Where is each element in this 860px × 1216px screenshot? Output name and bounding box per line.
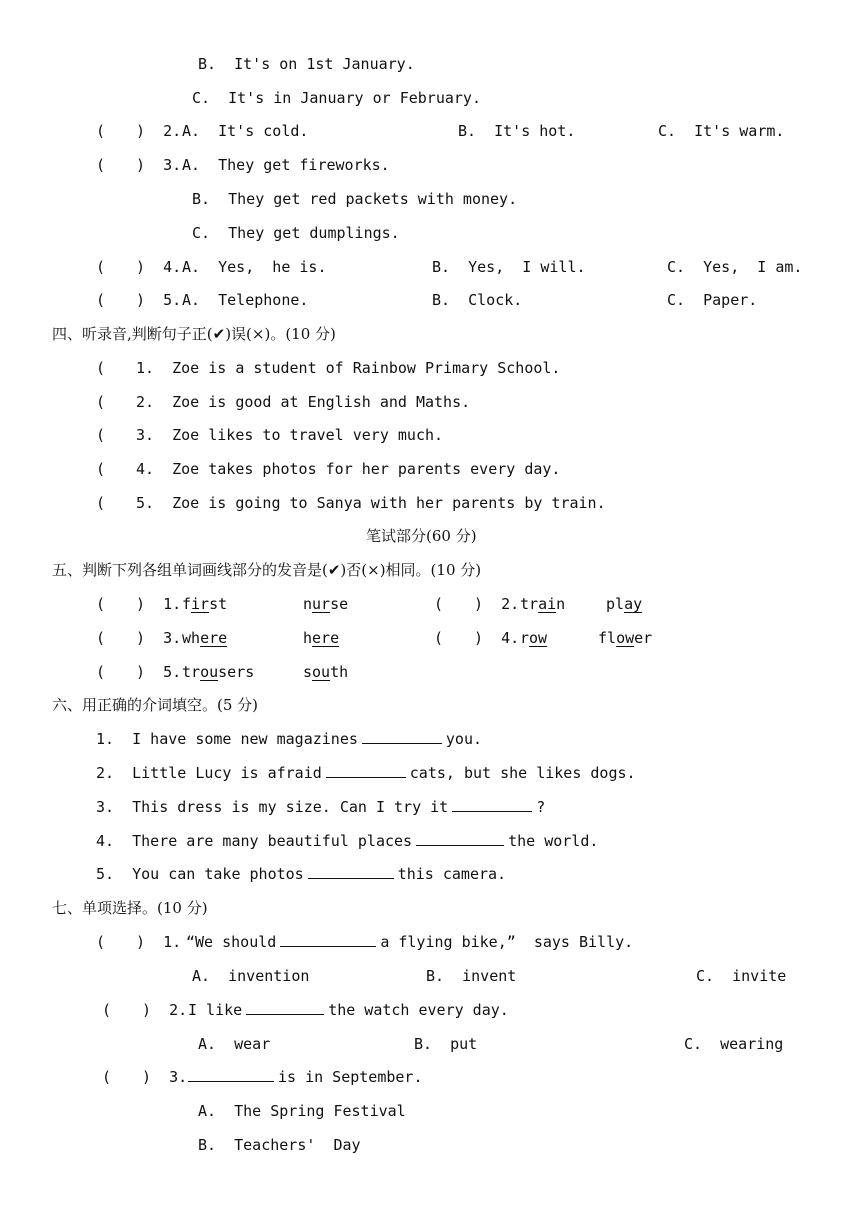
s7-q2-after: the watch every day. [328,1001,509,1019]
s7-q1-stem [186,932,633,952]
phonics-number: ) 4. [474,629,520,647]
phonics-word [182,662,254,682]
answer-paren[interactable]: ( [96,122,106,140]
phonics-number: ) 1. [136,595,182,613]
phonics-word [182,594,227,614]
section-5-title: 五、判断下列各组单词画线部分的发音是(✔)否(×)相同。(10 分) [52,561,482,579]
answer-paren[interactable]: ( [96,258,106,276]
word-part: sers [218,663,255,681]
q3-option-b: B. They get red packets with money. [192,190,518,208]
s7-q2-stem [188,1000,509,1020]
answer-paren[interactable]: ( [434,629,444,647]
answer-paren[interactable]: ( [96,291,106,309]
word-part: tr [520,595,539,613]
s7-q2-option-b: B. put [414,1035,478,1053]
section-4-title: 四、听录音,判断句子正(✔)误(×)。(10 分) [52,325,336,343]
word-part: n [303,595,313,613]
q2-option-a: A. It's cold. [182,122,309,140]
phonics-word [303,662,348,682]
answer-blank[interactable] [188,1067,274,1082]
q4-number: ) 4. [136,258,182,276]
word-part: r [520,629,530,647]
judgement-item: 2. Zoe is good at English and Maths. [136,393,471,411]
q3-option-a: A. They get fireworks. [182,156,390,174]
phonics-number-text: 5. [163,663,182,681]
s7-q2-number: ) 2. [142,1001,188,1019]
s7-q1-before: “We should [186,933,277,951]
q3-option-c: C. They get dumplings. [192,224,400,242]
phonics-number-text: 3. [163,629,182,647]
judgement-item: 1. Zoe is a student of Rainbow Primary School. [136,359,561,377]
underlined-letters: ou [200,663,219,681]
underlined-letters: ow [529,629,548,647]
fill-in-item [96,763,636,783]
word-part: h [303,629,313,647]
s7-q1-after: a flying bike,” says Billy. [380,933,634,951]
q2-option-b: B. It's hot. [458,122,576,140]
answer-blank[interactable] [416,831,504,846]
fill-in-before: 4. There are many beautiful places [96,832,413,850]
s7-q2-before: I like [188,1001,243,1019]
underlined-letters: ere [312,629,340,647]
underlined-letters: ir [191,595,210,613]
answer-paren[interactable]: ( [96,933,106,951]
phonics-number-text: 4. [501,629,520,647]
phonics-number: ) 3. [136,629,182,647]
phonics-number-text: 2. [501,595,520,613]
answer-blank[interactable] [246,1000,324,1015]
answer-paren[interactable]: ( [102,1001,112,1019]
phonics-number: ) 5. [136,663,182,681]
q4-option-a: A. Yes, he is. [182,258,327,276]
phonics-word [520,628,547,648]
q4-option-c: C. Yes, I am. [667,258,803,276]
q3-number: ) 3. [136,156,182,174]
phonics-word [303,628,339,648]
answer-blank[interactable] [452,797,532,812]
underlined-letters: ou [312,663,331,681]
phonics-word [303,594,348,614]
section-7-title: 七、单项选择。(10 分) [52,899,208,917]
answer-paren[interactable]: ( [434,595,444,613]
word-part: tr [182,663,201,681]
fill-in-item [96,831,598,851]
fill-in-after: cats, but she likes dogs. [409,764,636,782]
s7-q3-stem [184,1067,423,1087]
q5-option-a: A. Telephone. [182,291,309,309]
fill-in-item [96,729,482,749]
underlined-letters: ur [312,595,331,613]
judgement-item: 3. Zoe likes to travel very much. [136,426,444,444]
word-part: th [330,663,349,681]
s7-q2-option-a: A. wear [198,1035,271,1053]
q1-option-b: B. It's on 1st January. [198,55,415,73]
phonics-number-text: 1. [163,595,182,613]
s7-q1-option-c: C. invite [696,967,787,985]
q4-option-b: B. Yes, I will. [432,258,586,276]
answer-paren[interactable]: ( [102,1068,112,1086]
answer-paren[interactable]: ( [96,359,106,377]
fill-in-after: you. [445,730,483,748]
fill-in-item [96,864,506,884]
s7-q1-option-b: B. invent [426,967,517,985]
word-part: s [303,663,313,681]
phonics-number: ) 2. [474,595,520,613]
fill-in-item [96,797,545,817]
fill-in-before: 2. Little Lucy is afraid [96,764,322,782]
s7-q3-after: is in September. [278,1068,423,1086]
underlined-letters: ay [624,595,643,613]
judgement-item: 4. Zoe takes photos for her parents every day. [136,460,561,478]
q1-option-c: C. It's in January or February. [192,89,481,107]
phonics-word [606,594,642,614]
phonics-word [598,628,652,648]
q2-option-c: C. It's warm. [658,122,785,140]
fill-in-after: this camera. [397,865,507,883]
s7-q3-option-a: A. The Spring Festival [198,1102,406,1120]
answer-paren[interactable]: ( [96,156,106,174]
fill-in-before: 5. You can take photos [96,865,304,883]
fill-in-before: 1. I have some new magazines [96,730,358,748]
s7-q3-option-b: B. Teachers' Day [198,1136,361,1154]
word-part: fl [598,629,617,647]
answer-blank[interactable] [362,729,442,744]
answer-paren[interactable]: ( [96,663,106,681]
fill-in-after: the world. [508,832,599,850]
answer-paren[interactable]: ( [96,460,106,478]
fill-in-after: ? [536,798,546,816]
underlined-letters: ere [200,629,228,647]
q2-number: ) 2. [136,122,182,140]
answer-paren[interactable]: ( [96,393,106,411]
s7-q1-number: ) 1. [136,933,182,951]
fill-in-before: 3. This dress is my size. Can I try it [96,798,449,816]
word-part: f [182,595,192,613]
s7-q1-option-a: A. invention [192,967,310,985]
underlined-letters: ai [538,595,557,613]
answer-blank[interactable] [280,932,376,947]
answer-paren[interactable]: ( [96,629,106,647]
answer-paren[interactable]: ( [96,426,106,444]
phonics-word [520,594,565,614]
phonics-word [182,628,227,648]
q5-option-c: C. Paper. [667,291,758,309]
q5-number: ) 5. [136,291,182,309]
answer-blank[interactable] [326,763,406,778]
answer-paren[interactable]: ( [96,494,106,512]
word-part: n [556,595,566,613]
s7-q3-number: ) 3. [142,1068,188,1086]
underlined-letters: ow [616,629,635,647]
word-part: st [209,595,228,613]
s7-q2-option-c: C. wearing [684,1035,784,1053]
written-part-heading: 笔试部分(60 分) [366,527,477,545]
word-part: wh [182,629,201,647]
answer-paren[interactable]: ( [96,595,106,613]
word-part: pl [606,595,625,613]
section-6-title: 六、用正确的介词填空。(5 分) [52,696,259,714]
word-part: se [330,595,349,613]
judgement-item: 5. Zoe is going to Sanya with her parents by train. [136,494,606,512]
answer-blank[interactable] [308,864,394,879]
word-part: er [634,629,653,647]
q5-option-b: B. Clock. [432,291,523,309]
